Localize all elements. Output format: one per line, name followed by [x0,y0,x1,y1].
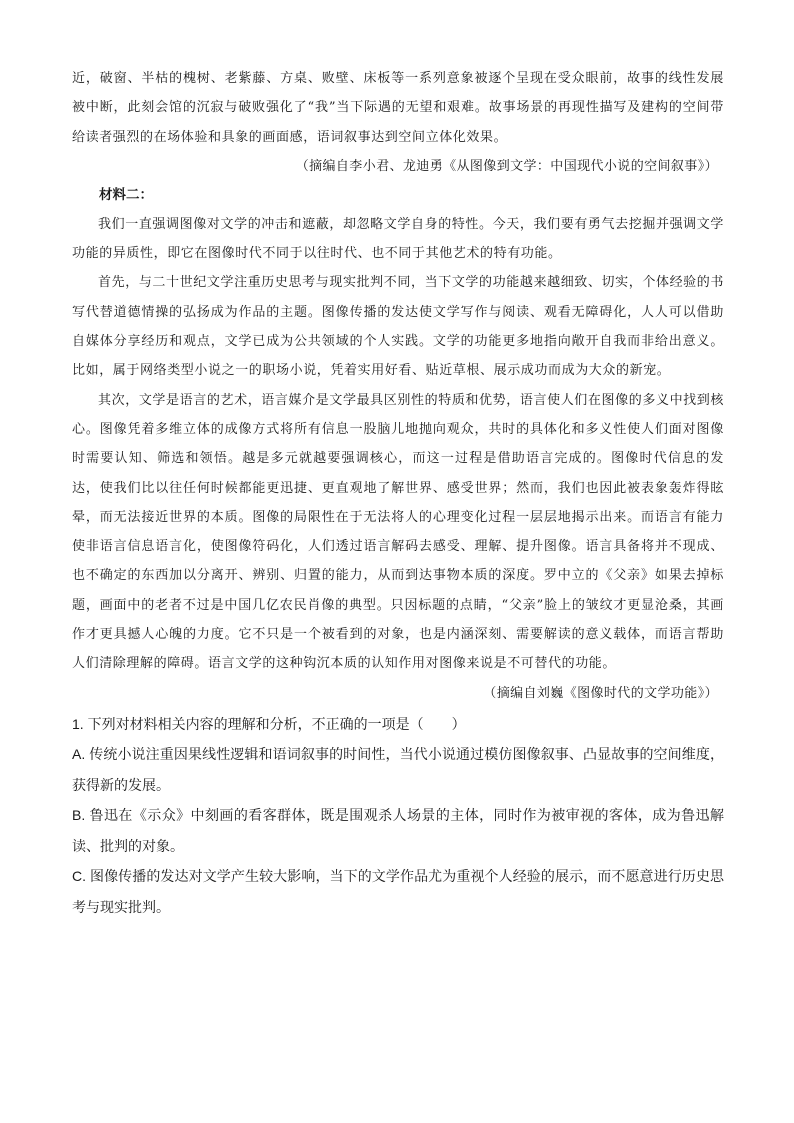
question1-option-c: C. 图像传播的发达对文学产生较大影响，当下的文学作品尤为重视个人经验的展示，而不愿意进行历史思考与现实批判。 [72,868,724,915]
material2-source: （摘编自刘巍《图像时代的文学功能》） [483,685,718,701]
question1-stem: 1. 下列对材料相关内容的理解和分析，不正确的一项是（ ） [72,715,466,732]
question1-option-a: A. 传统小说注重因果线性逻辑和语词叙事的时间性，当代小说通过模仿图像叙事、凸显故事的空间维度，获得新的发展。 [72,746,724,793]
material2-paragraph-1: 我们一直强调图像对文学的冲击和遮蔽，却忽略文学自身的特性。今天，我们要有勇气去挖掘并强调文学功能的异质性，即它在图像时代不同于以往时代、也不同于其他艺术的特有功能。 [72,216,724,262]
question1-option-b: B. 鲁迅在《示众》中刻画的看客群体，既是围观杀人场景的主体，同时作为被审视的客体，成为鲁迅解读、批判的对象。 [72,807,724,854]
material2-paragraph-2: 首先，与二十世纪文学注重历史思考与现实批判不同，当下文学的功能越来越细致、切实，个体经验的书写代替道德情操的弘扬成为作品的主题。图像传播的发达使文学写作与阅读、观看无障碍化，人人可以借助自媒体分享经历和观点，文学已成为公共领域的个人实践。文学的功能更多地指向敞开自我而非给出意义。比如，属于网络类型小说之一的职场小说，凭着实用好看、贴近草根、展示成功而成为大众的新宠。 [72,275,724,379]
material1-tail-paragraph: 近，破窗、半枯的槐树、老紫藤、方桌、败壁、床板等一系列意象被逐个呈现在受众眼前，故事的线性发展被中断，此刻会馆的沉寂与破败强化了“我”当下际遇的无望和艰难。故事场景的再现性描写及建构的空间带给读者强烈的在场体验和具象的画面感，语词叙事达到空间立体化效果。 [72,71,724,145]
material2-paragraph-3: 其次，文学是语言的艺术，语言媒介是文学最具区别性的特质和优势，语言使人们在图像的多义中找到核心。图像凭着多维立体的成像方式将所有信息一股脑儿地抛向观众，共时的具体化和多义性使人们面对图像时需要认知、筛选和领悟。越是多元就越要强调核心，而这一过程是借助语言完成的。图像时代信息的发达，使我们比以往任何时候都能更迅捷、更直观地了解世界、感受世界；然而，我们也因此被表象轰炸得眩晕，而无法接近世界的本质。图像的局限性在于无法将人的心理变化过程一层层地揭示出来。而语言有能力使非语言信息语言化，使图像符码化，人们透过语言解码去感受、理解、提升图像。语言具备将并不现成、也不确定的东西加以分离开、辨别、归置的能力，从而到达事物本质的深度。罗中立的《父亲》如果去掉标题，画面中的老者不过是中国几亿农民肖像的典型。只因标题的点睛，“父亲”脸上的皱纹才更显沧桑，其画作才更具撼人心魄的力度。它不只是一个被看到的对象，也是内涵深刻、需要解读的意义载体，而语言帮助人们清除理解的障碍。语言文学的这种钩沉本质的认知作用对图像来说是不可替代的功能。 [72,392,724,672]
material1-source: （摘编自李小君、龙迪勇《从图像到文学：中国现代小说的空间叙事》） [295,158,718,174]
material2-heading: 材料二： [99,186,153,203]
document-page [72,64,724,922]
